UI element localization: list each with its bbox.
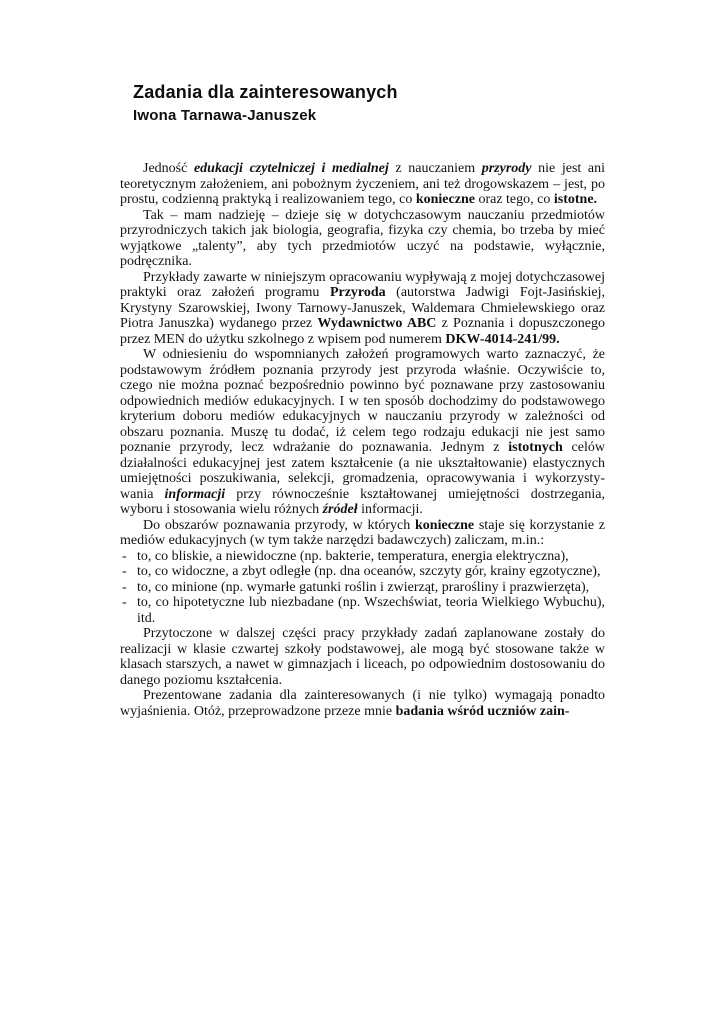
text-segment-normal: (autorstwa Jadwigi Fojt-Jasińskiej, Krystyny Szarowskiej, Iwony Tarnowy-Januszek, Waldemara Chmielewskiego oraz Piotra Januszka) wydanego przez (120, 285, 605, 331)
text-segment-normal: Przykłady zawarte w niniejszym opracowaniu wypływają z mojej dotychczasowej praktyki oraz założeń programu (120, 269, 605, 300)
text-segment-normal: Przytoczone w dalszej części pracy przykłady zadań zaplanowane zostały do realizacji w klasie czwartej szkoły podstawowej, ale mogą być stosowane także w klasach starszych, a nawet w gimnazjach i liceach, po odpowiednim dostosowaniu do danego poziomu kształcenia. (120, 626, 605, 688)
text-segment-bold: Wydawnictwo ABC (317, 316, 437, 331)
text-segment-bolditalic: edukacji czytelniczej i medialnej (193, 161, 389, 176)
text-segment-bolditalic: źródeł (322, 502, 358, 517)
text-segment-bold: badania wśród uczniów zain- (395, 703, 570, 719)
paragraph (120, 270, 605, 348)
text-segment-bolditalic: informacji (164, 486, 226, 502)
text-segment-normal: W odniesieniu do wspomnianych założeń programowych warto zaznaczyć, że podstawowym źródłem poznania przyrody jest przyroda właśnie. Oczywiście to, czego nie można poznać bezpośrednio powinno być poznawane przy zastosowaniu odpowiednich mediów edukacyjnych. I w ten sposób dochodzimy do podstawowego kryterium doboru mediów edukacyjnych w nauczaniu przyrody w zależności od obszaru poznania. Muszę tu dodać, iż celem tego rodzaju edukacji nie jest samo poznanie przyrody, lecz wdrażanie do poznawania. Jednym z (120, 347, 605, 455)
text-segment-bold: DKW-4014-241/99. (445, 331, 560, 347)
text-segment-normal: to, co bliskie, a niewidoczne (np. bakterie, temperatura, energia elektryczna), (137, 548, 569, 564)
list-dash-marker: - (122, 595, 127, 610)
text-segment-bold: konieczne (415, 192, 475, 207)
text-segment-normal: oraz tego, co (474, 192, 554, 207)
text-segment-normal: Jedność (143, 161, 194, 176)
text-segment-normal: nie jest ani teoretycznym założeniem, ani pobożnym życzeniem, ani też drogowskazem – jest, po prostu, codzienną praktyką i realizowaniem tego, co (120, 161, 606, 207)
list-item (120, 564, 605, 580)
text-segment-bolditalic: przyrody (481, 161, 532, 176)
paragraph (120, 347, 605, 518)
text-segment-normal: to, co widoczne, a zbyt odległe (np. dna oceanów, szczyty gór, krainy egzotyczne), (137, 564, 601, 579)
paragraph (120, 161, 605, 208)
text-segment-normal: to, co minione (np. wymarłe gatunki roślin i zwierząt, prarośliny i prazwierzęta), (137, 579, 590, 595)
list-dash-marker: - (122, 579, 127, 595)
text-segment-normal: celów działalności edukacyjnej jest zatem kształcenie (a nie ukształtowanie) elastycznych umiejętności poszukiwania, selekcji, gromadzenia, opracowywania i wykorzystywania (120, 440, 605, 502)
list-dash-marker: - (122, 548, 127, 564)
document-title: Zadania dla zainteresowanych (133, 82, 398, 102)
list-item (120, 595, 605, 626)
text-segment-normal: Do obszarów poznawania przyrody, w których (143, 517, 416, 533)
list-item (120, 580, 605, 596)
paragraph (120, 518, 605, 549)
text-segment-bold: istotne. (553, 192, 598, 207)
text-segment-normal: Prezentowane zadania dla zainteresowanych (i nie tylko) wymagają ponadto wyjaśnienia. Otóż, przeprowadzone przeze mnie (120, 688, 605, 719)
text-segment-normal: z nauczaniem (388, 161, 482, 176)
document-body (120, 161, 605, 719)
text-segment-bold: Przyroda (329, 285, 386, 300)
list-item (120, 549, 605, 565)
document-author: Iwona Tarnawa-Januszek (133, 107, 317, 124)
text-segment-normal: informacji. (357, 502, 423, 517)
text-segment-normal: Tak – mam nadzieję – dzieje się w dotychczasowym nauczaniu przedmiotów przyrodniczych takich jak biologia, geografia, fizyka czy chemia, bo trzeba by mieć wyjątkowe „talenty”, aby tych przedmiotów uczyć na podstawie, wyłącznie, podręcznika. (120, 207, 605, 269)
text-segment-normal: z Poznania i dopuszczonego przez MEN do użytku szkolnego z wpisem pod numerem (120, 316, 605, 347)
text-segment-bold: istotnych (508, 440, 563, 455)
text-segment-normal: staje się korzystanie z mediów edukacyjnych (w tym także narzędzi badawczych) zaliczam, m.in.: (120, 517, 606, 548)
paragraph (120, 688, 605, 719)
paragraph (120, 208, 605, 270)
text-segment-normal: to, co hipotetyczne lub niezbadane (np. Wszechświat, teoria Wielkiego Wybuchu), itd. (137, 595, 605, 626)
paragraph (120, 626, 605, 688)
text-segment-bold: konieczne (415, 517, 475, 533)
text-segment-normal: przy równocześnie kształtowanej umiejętności dostrzegania, wyboru i stosowania wielu różnych (120, 486, 605, 517)
list-dash-marker: - (122, 564, 127, 579)
document-header (120, 82, 605, 124)
